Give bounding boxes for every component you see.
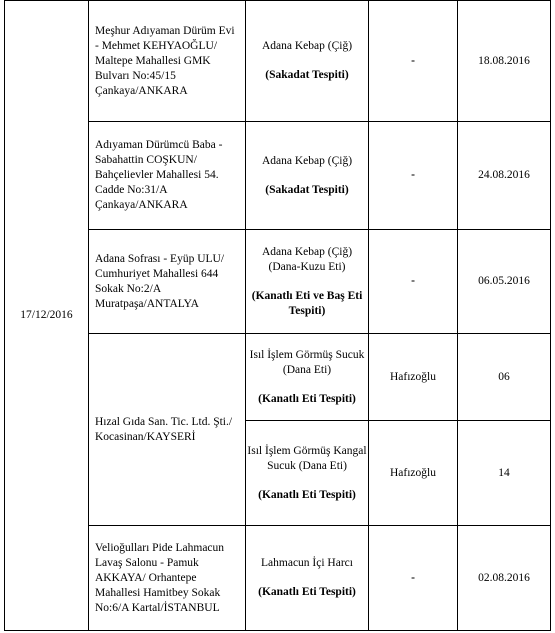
brand-text: Hafızoğlu	[390, 370, 436, 383]
lot-text: 06	[498, 370, 510, 383]
finding-text: (Sakadat Tespiti)	[265, 183, 349, 196]
product-cell	[246, 230, 368, 333]
lot-text: 18.08.2016	[478, 54, 530, 67]
product-text: Adana Kebap (Çiğ)	[261, 40, 353, 52]
lot-cell	[458, 122, 550, 229]
date-text: 17/12/2016	[20, 309, 73, 321]
product-text: Adana Kebap (Çiğ)	[261, 154, 353, 167]
company-cell	[89, 1, 245, 121]
brand-text: Hafızoğlu	[390, 466, 436, 479]
product-text: Isıl İşlem Görmüş Sucuk (Dana Eti)	[249, 348, 365, 376]
finding-text: (Sakadat Tespiti)	[265, 69, 349, 81]
product-cell	[246, 526, 368, 630]
company-cell	[89, 334, 245, 525]
lot-text: 24.08.2016	[478, 169, 530, 181]
product-text: Adana Kebap (Çiğ) (Dana-Kuzu Eti)	[261, 245, 353, 273]
brand-text: -	[411, 169, 415, 181]
lot-cell	[458, 1, 550, 121]
company-cell	[89, 122, 245, 229]
company-text: Hızal Gıda San. Tic. Ltd. Şti./ Kocasinan/KAYSERİ	[95, 415, 233, 443]
finding-text: (Kanatlı Eti Tespiti)	[258, 586, 356, 598]
product-cell	[246, 421, 368, 525]
lot-cell	[458, 230, 550, 333]
company-text: Meşhur Adıyaman Dürüm Evi - Mehmet KEHYAOĞLU/ Maltepe Mahallesi GMK Bulvarı No:45/15 Çankaya/ANKARA	[95, 24, 235, 97]
brand-cell	[369, 122, 457, 229]
brand-cell	[369, 1, 457, 121]
lot-text: 02.08.2016	[478, 571, 530, 584]
company-cell	[89, 526, 245, 630]
brand-cell	[369, 526, 457, 630]
date-cell	[5, 1, 88, 630]
lot-cell	[458, 334, 550, 420]
company-cell	[89, 230, 245, 333]
product-text: Lahmacun İçi Harcı	[261, 557, 353, 569]
brand-cell	[369, 230, 457, 333]
company-text: Adana Sofrası - Eyüp ULU/ Cumhuriyet Mahallesi 644 Sokak No:2/A Muratpaşa/ANTALYA	[95, 252, 225, 310]
brand-cell	[369, 421, 457, 525]
grid-line	[4, 630, 551, 631]
lot-cell	[458, 526, 550, 630]
product-cell	[246, 122, 368, 229]
grid-line	[550, 0, 551, 631]
lot-text: 14	[498, 466, 510, 479]
product-text: Isıl İşlem Görmüş Kangal Sucuk (Dana Eti)	[247, 444, 367, 472]
finding-text: (Kanatlı Eti Tespiti)	[258, 392, 356, 405]
company-text: Adıyaman Dürümcü Baba - Sabahattin COŞKUN/ Bahçelievler Mahallesi 54. Cadde No:31/A Çankaya/ANKARA	[95, 139, 223, 211]
company-text: Velioğulları Pide Lahmacun Lavaş Salonu - Pamuk AKKAYA/ Orhantepe Mahallesi Hamitbey Sokak No:6/A Kartal/İSTANBUL	[95, 541, 225, 614]
brand-text: -	[411, 275, 415, 287]
finding-text: (Kanatlı Eti Tespiti)	[258, 488, 356, 501]
product-cell	[246, 1, 368, 121]
brand-text: -	[411, 54, 415, 67]
lot-text: 06.05.2016	[478, 275, 530, 287]
brand-cell	[369, 334, 457, 420]
lot-cell	[458, 421, 550, 525]
product-cell	[246, 334, 368, 420]
finding-text: (Kanatlı Eti ve Baş Eti Tespiti)	[251, 289, 363, 317]
brand-text: -	[411, 571, 415, 584]
